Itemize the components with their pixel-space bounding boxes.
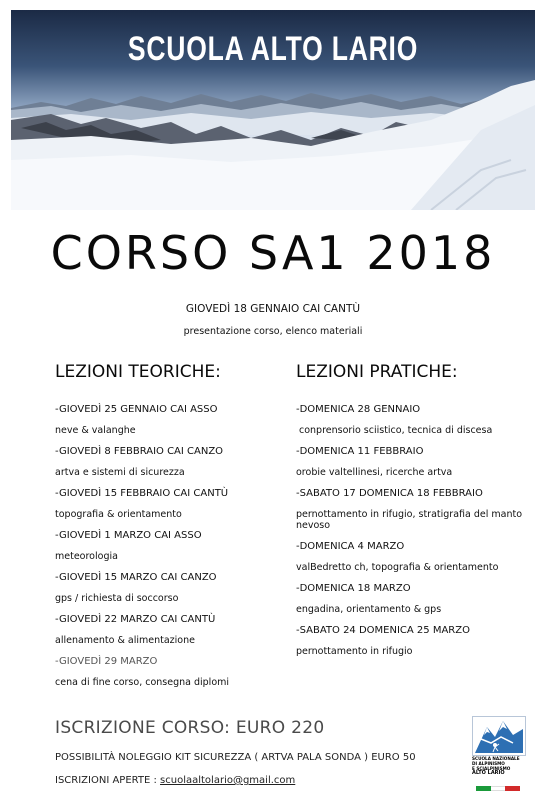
theory-item-topic: gps / richiesta di soccorso bbox=[55, 593, 179, 604]
theory-item bbox=[55, 446, 270, 488]
course-title: CORSO SA1 2018 bbox=[50, 226, 496, 280]
mountain-climber-icon bbox=[473, 717, 525, 755]
theory-item-date: -GIOVEDÌ 1 MARZO CAI ASSO bbox=[55, 530, 202, 541]
theory-item bbox=[55, 614, 270, 656]
practice-heading: LEZIONI PRATICHE: bbox=[296, 362, 458, 382]
theory-lessons-column bbox=[55, 362, 270, 698]
theory-item-date: -GIOVEDÌ 15 MARZO CAI CANZO bbox=[55, 572, 217, 583]
practice-item-topic: orobie valtellinesi, ricerche artva bbox=[296, 467, 453, 478]
theory-item-topic: artva e sistemi di sicurezza bbox=[55, 467, 185, 478]
practice-item-topic: engadina, orientamento & gps bbox=[296, 604, 442, 615]
theory-heading: LEZIONI TEORICHE: bbox=[55, 362, 221, 382]
school-logo bbox=[472, 716, 524, 794]
practice-item-date: -SABATO 17 DOMENICA 18 FEBBRAIO bbox=[296, 488, 483, 499]
practice-item bbox=[296, 488, 531, 541]
practice-item bbox=[296, 404, 531, 446]
practice-item-date: -DOMENICA 28 GENNAIO bbox=[296, 404, 421, 415]
intro-date: GIOVEDÌ 18 GENNAIO CAI CANTÙ bbox=[185, 303, 361, 315]
practice-item bbox=[296, 583, 531, 625]
rental-info: POSSIBILITÀ NOLEGGIO KIT SICUREZZA ( ARTVA PALA SONDA ) EURO 50 bbox=[55, 752, 416, 763]
logo-line: DI ALPINISMO bbox=[472, 761, 505, 766]
logo-text bbox=[472, 756, 524, 776]
practice-item-topic: conprensorio sciistico, tecnica di discesa bbox=[299, 425, 493, 436]
practice-item-topic: valBedretto ch, topografia & orientamento bbox=[296, 562, 499, 573]
practice-item bbox=[296, 446, 531, 488]
theory-item-topic: topografia & orientamento bbox=[55, 509, 182, 520]
logo-emblem bbox=[472, 716, 526, 756]
italian-flag-icon bbox=[476, 786, 520, 791]
theory-item-date: -GIOVEDÌ 22 MARZO CAI CANTÙ bbox=[55, 614, 216, 625]
header-banner bbox=[11, 10, 535, 210]
school-title: SCUOLA ALTO LARIO bbox=[127, 30, 419, 68]
practice-item-date: -DOMENICA 4 MARZO bbox=[296, 541, 405, 552]
theory-item-date: -GIOVEDÌ 25 GENNAIO CAI ASSO bbox=[55, 404, 218, 415]
signup-info bbox=[55, 775, 295, 786]
course-fee: ISCRIZIONE CORSO: EURO 220 bbox=[55, 718, 325, 738]
practice-item bbox=[296, 541, 531, 583]
contact-email-link[interactable]: scuolaaltolario@gmail.com bbox=[160, 775, 296, 786]
practice-item-date: -DOMENICA 18 MARZO bbox=[296, 583, 411, 594]
theory-item bbox=[55, 404, 270, 446]
signup-label: ISCRIZIONI APERTE : bbox=[55, 775, 157, 786]
theory-item bbox=[55, 572, 270, 614]
logo-line: E SCIALPINISMO bbox=[472, 766, 511, 771]
theory-item-topic: cena di fine corso, consegna diplomi bbox=[55, 677, 230, 688]
theory-item-topic: neve & valanghe bbox=[55, 425, 136, 436]
practice-item-date: -SABATO 24 DOMENICA 25 MARZO bbox=[296, 625, 470, 636]
theory-item-date: -GIOVEDÌ 15 FEBBRAIO CAI CANTÙ bbox=[55, 488, 229, 499]
logo-line: ALTO LARIO bbox=[472, 770, 505, 776]
theory-item-topic: allenamento & alimentazione bbox=[55, 635, 195, 646]
theory-item bbox=[55, 656, 270, 698]
practice-item bbox=[296, 625, 531, 667]
practice-item-topic: pernottamento in rifugio bbox=[296, 646, 413, 657]
theory-item-date: -GIOVEDÌ 8 FEBBRAIO CAI CANZO bbox=[55, 446, 224, 457]
theory-item-date: -GIOVEDÌ 29 MARZO bbox=[55, 656, 158, 667]
practice-item-topic: pernottamento in rifugio, stratigrafia del manto nevoso bbox=[296, 509, 523, 531]
intro-description: presentazione corso, elenco materiali bbox=[183, 326, 363, 337]
logo-line: SCUOLA NAZIONALE bbox=[472, 756, 520, 761]
practice-lessons-column bbox=[296, 362, 531, 667]
theory-item bbox=[55, 530, 270, 572]
theory-item bbox=[55, 488, 270, 530]
practice-item-date: -DOMENICA 11 FEBBRAIO bbox=[296, 446, 424, 457]
theory-item-topic: meteorologia bbox=[55, 551, 118, 562]
